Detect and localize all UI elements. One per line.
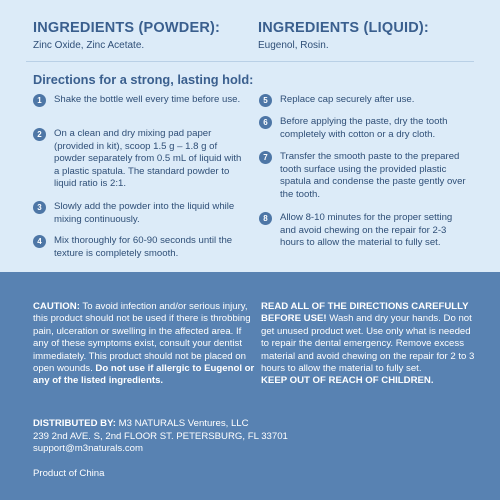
step-number-badge: 3	[33, 201, 46, 214]
step	[259, 212, 470, 250]
step-text: Replace cap securely after use.	[280, 94, 415, 105]
step-text: Mix thoroughly for 60-90 seconds until the texture is completely smooth.	[54, 235, 233, 259]
caution-body: To avoid infection and/or serious injury, this product should not be used if there is throbbing pain, ulceration or swelling in the affected area. If any of these symptoms exist, consult your dentist immediately. This product should not be placed on open wounds.	[33, 301, 251, 375]
caution-allergy-warning: Do not use if allergic to Eugenol or any of the listed ingredients.	[33, 363, 255, 387]
step-number-badge: 6	[259, 116, 272, 129]
caution-text	[33, 301, 255, 388]
step	[33, 235, 244, 260]
read-all-label: READ ALL OF THE DIRECTIONS CAREFULLY BEFORE USE!	[261, 301, 469, 325]
step	[33, 94, 244, 107]
step-text: Before applying the paste, dry the tooth completely with cotton or a dry cloth.	[280, 116, 448, 140]
directions-title: Directions for a strong, lasting hold:	[33, 72, 254, 87]
distributor-company: M3 NATURALS Ventures, LLC	[115, 418, 249, 429]
step-text: Transfer the smooth paste to the prepared tooth surface using the provided plastic spatula and condense the paste gently over the tooth.	[280, 151, 466, 200]
distributor-info	[33, 418, 453, 456]
ingredients-liquid	[258, 20, 429, 51]
step-text: On a clean and dry mixing pad paper (provided in kit), scoop 1.5 g – 1.8 g of powder separately from 0.5 mL of liquid with a plastic spatula. The standard powder to liquid ratio is 2:1.	[54, 128, 242, 189]
divider	[26, 61, 474, 62]
ingredients-liquid-text: Eugenol, Rosin.	[258, 40, 329, 51]
warnings-panel	[0, 272, 500, 500]
country-of-origin: Product of China	[33, 468, 105, 479]
step-number-badge: 8	[259, 212, 272, 225]
step	[259, 116, 470, 141]
step-number-badge: 4	[33, 235, 46, 248]
distributor-label: DISTRIBUTED BY:	[33, 418, 116, 429]
ingredients-powder-title: INGREDIENTS (POWDER):	[33, 20, 221, 36]
step-number-badge: 2	[33, 128, 46, 141]
read-all-directions	[261, 301, 476, 388]
step	[33, 201, 244, 226]
ingredients-powder-text: Zinc Oxide, Zinc Acetate.	[33, 40, 145, 51]
step	[259, 151, 470, 201]
step-text: Slowly add the powder into the liquid while mixing continuously.	[54, 201, 235, 225]
step-text: Allow 8-10 minutes for the proper setting and avoid chewing on the repair for 2-3 hours to allow the material to fully set.	[280, 212, 453, 248]
step	[33, 128, 244, 191]
ingredients-liquid-title: INGREDIENTS (LIQUID):	[258, 20, 429, 36]
distributor-email: support@m3naturals.com	[33, 443, 143, 454]
step-number-badge: 7	[259, 151, 272, 164]
distributor-address: 239 2nd AVE. S, 2nd FLOOR ST. PETERSBURG, FL 33701	[33, 430, 288, 442]
step-text: Shake the bottle well every time before use.	[54, 94, 241, 105]
caution-label: CAUTION:	[33, 301, 80, 312]
keep-out-warning: KEEP OUT OF REACH OF CHILDREN.	[261, 375, 434, 387]
step-number-badge: 5	[259, 94, 272, 107]
step-number-badge: 1	[33, 94, 46, 107]
step	[259, 94, 470, 107]
read-all-body: Wash and dry your hands. Do not get unused product wet. Use only what is needed to repair the dental emergency. Remove excess material and avoid chewing on the repair for 2 to 3 hours to allow the material to fully set.	[261, 313, 475, 375]
ingredients-powder	[33, 20, 220, 51]
